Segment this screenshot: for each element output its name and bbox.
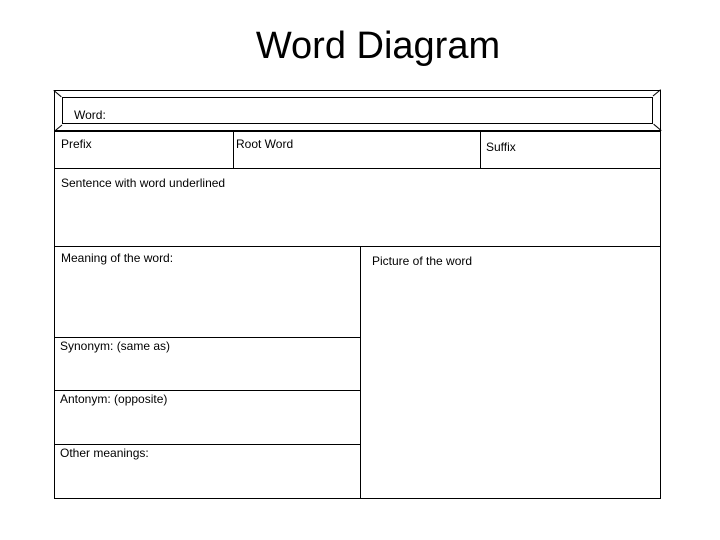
page-title: Word Diagram bbox=[255, 25, 501, 67]
synonym-label: Synonym: (same as) bbox=[60, 339, 171, 353]
synonym-field[interactable] bbox=[54, 337, 361, 391]
meaning-field[interactable] bbox=[54, 246, 361, 338]
word-field-label: Word: bbox=[74, 108, 106, 122]
sentence-label: Sentence with word underlined bbox=[61, 176, 226, 190]
root-word-field[interactable] bbox=[233, 131, 481, 169]
word-field[interactable] bbox=[54, 90, 661, 131]
picture-field[interactable] bbox=[360, 246, 661, 499]
sentence-field[interactable] bbox=[54, 168, 661, 247]
prefix-field[interactable] bbox=[54, 131, 234, 169]
root-word-label: Root Word bbox=[236, 137, 294, 151]
antonym-field[interactable] bbox=[54, 390, 361, 445]
other-meanings-label: Other meanings: bbox=[60, 446, 149, 460]
word-field-inner-frame bbox=[62, 97, 653, 124]
meaning-label: Meaning of the word: bbox=[61, 251, 174, 265]
other-meanings-field[interactable] bbox=[54, 444, 361, 499]
picture-label: Picture of the word bbox=[372, 254, 473, 268]
prefix-label: Prefix bbox=[61, 137, 92, 151]
suffix-label: Suffix bbox=[486, 140, 516, 154]
suffix-field[interactable] bbox=[480, 131, 661, 169]
antonym-label: Antonym: (opposite) bbox=[60, 392, 168, 406]
